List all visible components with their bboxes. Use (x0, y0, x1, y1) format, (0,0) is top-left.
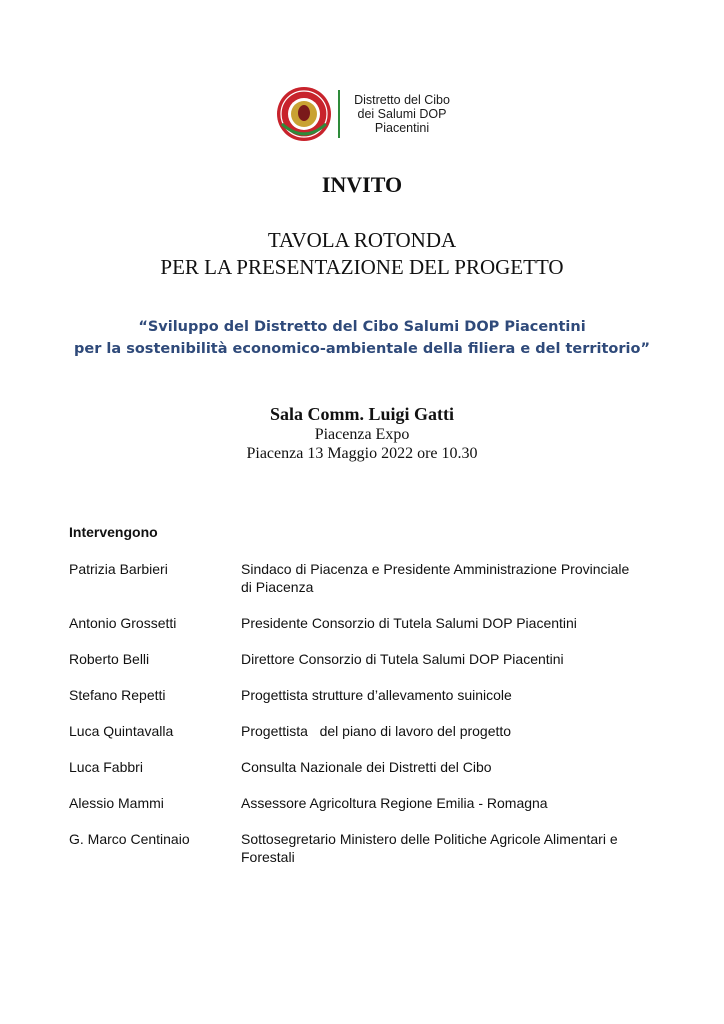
speaker-name: Antonio Grossetti (69, 615, 177, 631)
speaker-row (69, 560, 689, 596)
logo-divider (338, 90, 340, 138)
speaker-row (69, 614, 689, 632)
consortium-seal-icon (276, 86, 332, 142)
project-title-line-2: per la sostenibilità economico-ambientale della filiera e del territorio” (74, 341, 650, 357)
venue-place: Piacenza Expo (314, 426, 410, 443)
speaker-row (69, 686, 689, 704)
speaker-name: Stefano Repetti (69, 687, 166, 703)
speaker-name: Alessio Mammi (69, 795, 164, 811)
speakers-heading: Intervengono (69, 524, 158, 540)
venue-block (0, 403, 724, 463)
speaker-row (69, 650, 689, 668)
logo-line-1: Distretto del Cibo (354, 93, 450, 107)
speaker-name: Patrizia Barbieri (69, 561, 168, 577)
event-date: Piacenza 13 Maggio 2022 ore 10.30 (246, 445, 478, 462)
speakers-list (69, 560, 689, 866)
venue-name: Sala Comm. Luigi Gatti (269, 404, 454, 424)
speaker-role: Sindaco di Piacenza e Presidente Amministrazione Provinciale di Piacenza (241, 561, 634, 595)
speaker-name: Roberto Belli (69, 651, 150, 667)
event-title-line-1: TAVOLA ROTONDA (267, 228, 457, 252)
speaker-role: Progettista strutture d’allevamento suinicole (241, 687, 512, 703)
speaker-role: Progettista del piano di lavoro del progetto (241, 723, 512, 739)
speaker-name: G. Marco Centinaio (69, 831, 190, 847)
event-title-line-2: PER LA PRESENTAZIONE DEL PROGETTO (160, 255, 564, 279)
speaker-role: Presidente Consorzio di Tutela Salumi DOP Piacentini (241, 615, 577, 631)
speaker-role: Direttore Consorzio di Tutela Salumi DOP Piacentini (241, 651, 564, 667)
invitation-heading: INVITO (321, 172, 403, 197)
speaker-row (69, 794, 689, 812)
district-logo-text (346, 93, 458, 135)
district-logo (276, 86, 458, 142)
event-title (0, 227, 724, 281)
speaker-role: Consulta Nazionale dei Distretti del Cibo (241, 759, 492, 775)
speaker-row (69, 722, 689, 740)
project-title-line-1: “Sviluppo del Distretto del Cibo Salumi DOP Piacentini (138, 319, 586, 335)
logo-line-3: Piacentini (374, 121, 430, 135)
speaker-name: Luca Fabbri (69, 759, 143, 775)
project-title (0, 316, 724, 360)
speaker-row (69, 830, 689, 866)
speaker-row (69, 758, 689, 776)
speaker-name: Luca Quintavalla (69, 723, 174, 739)
speaker-role: Assessore Agricoltura Regione Emilia - Romagna (241, 795, 548, 811)
speaker-role: Sottosegretario Ministero delle Politiche Agricole Alimentari e Forestali (241, 831, 622, 865)
logo-line-2: dei Salumi DOP (357, 107, 447, 121)
